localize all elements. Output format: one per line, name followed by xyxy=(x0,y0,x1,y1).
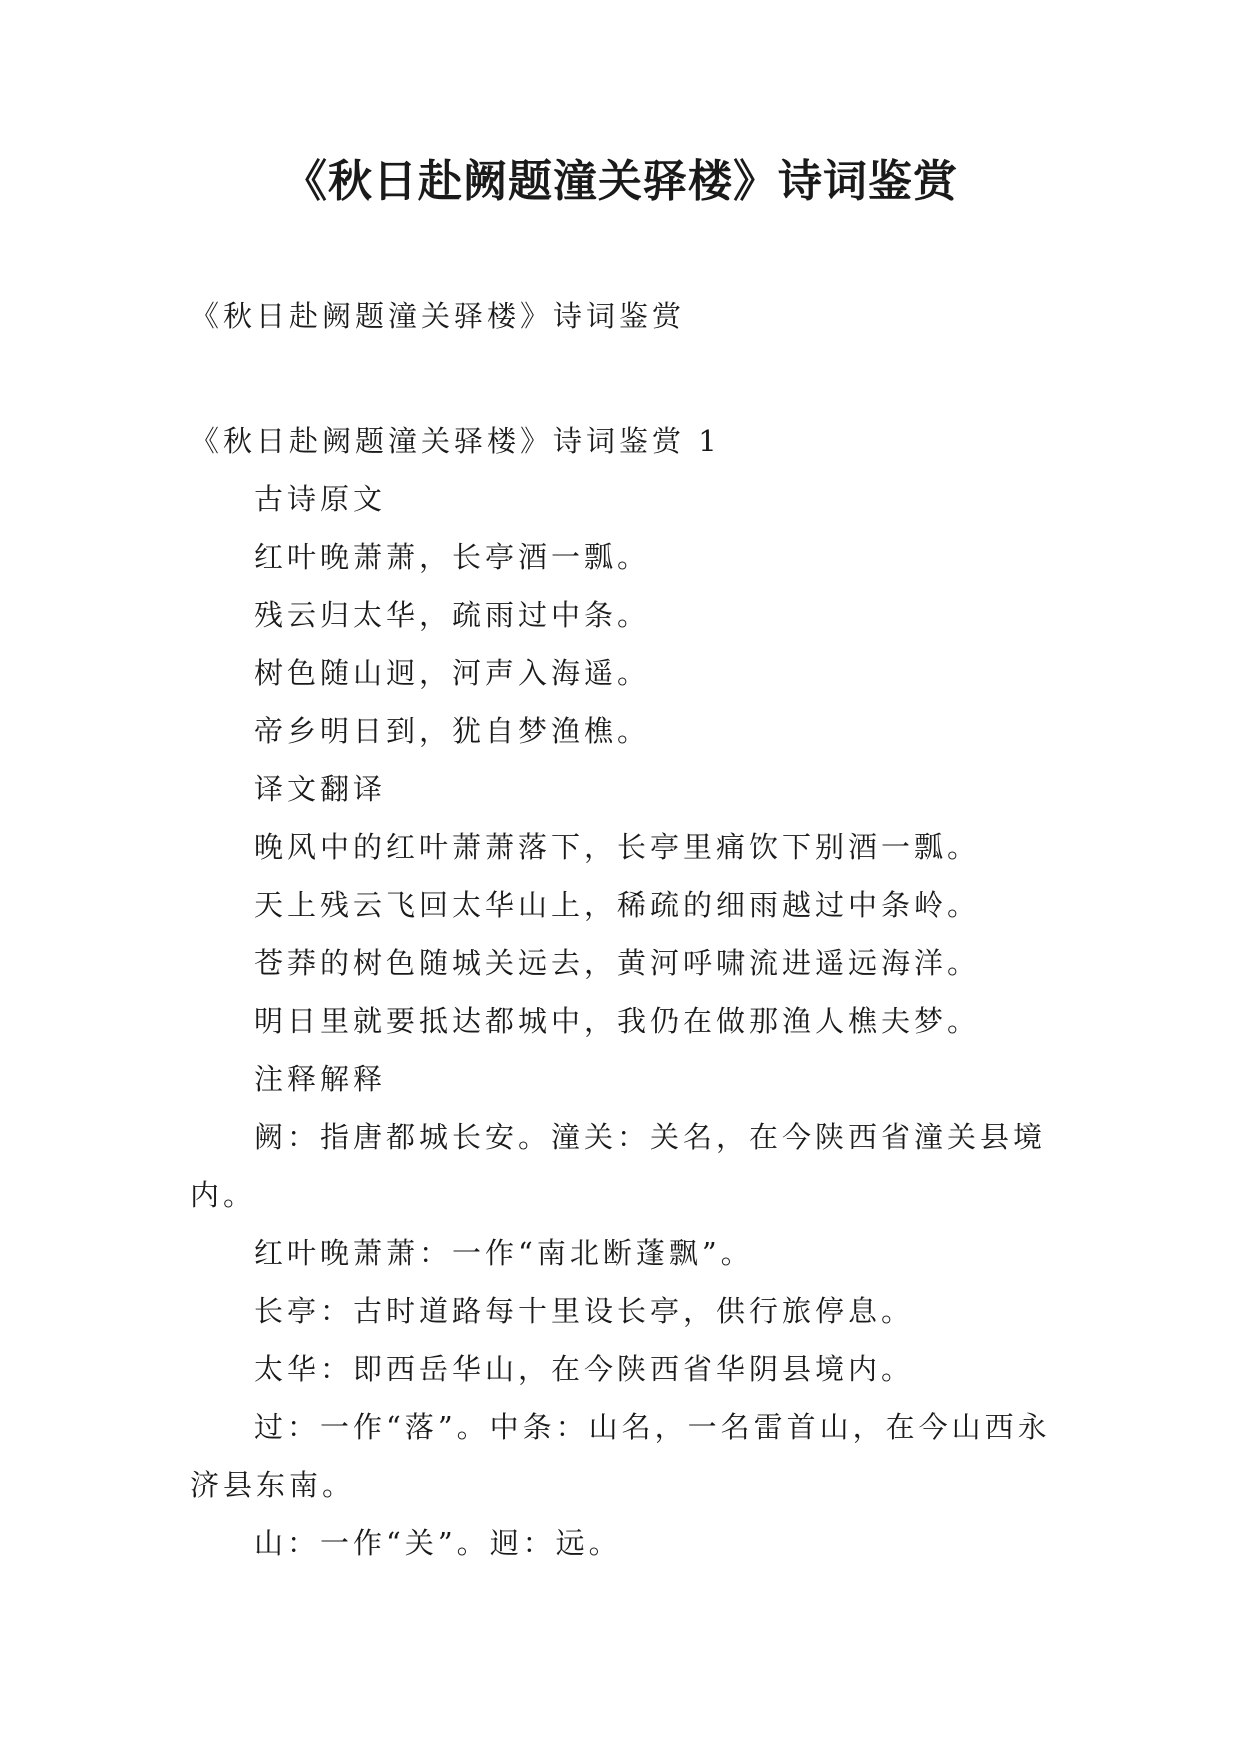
document-body xyxy=(190,412,1052,1572)
poem-line: 树色随山迥，河声入海遥。 xyxy=(254,656,651,690)
poem-line: 红叶晚萧萧，长亭酒一瓢。 xyxy=(254,540,651,574)
annotation-paragraph: 山：一作“关”。迥：远。 xyxy=(254,1526,622,1560)
translation-line: 晚风中的红叶萧萧落下，长亭里痛饮下别酒一瓢。 xyxy=(254,830,981,864)
heading-annotations: 注释解释 xyxy=(254,1062,387,1096)
annotation-paragraph: 过：一作“落”。中条：山名，一名雷首山，在今山西永济县东南。 xyxy=(190,1410,1051,1502)
annotation-paragraph: 红叶晚萧萧：一作“南北断蓬飘”。 xyxy=(254,1236,754,1270)
translation-line: 天上残云飞回太华山上，稀疏的细雨越过中条岭。 xyxy=(254,888,981,922)
page-title: 《秋日赴阙题潼关驿楼》诗词鉴赏 xyxy=(283,156,958,207)
poem-line: 帝乡明日到，犹自梦渔樵。 xyxy=(254,714,651,748)
document-subtitle: 《秋日赴阙题潼关驿楼》诗词鉴赏 xyxy=(190,299,686,333)
annotation-paragraph: 太华：即西岳华山，在今陕西省华阴县境内。 xyxy=(254,1352,915,1386)
annotation-paragraph: 长亭：古时道路每十里设长亭，供行旅停息。 xyxy=(254,1294,915,1328)
heading-original-text: 古诗原文 xyxy=(254,482,387,516)
heading-translation: 译文翻译 xyxy=(254,772,387,806)
translation-line: 苍莽的树色随城关远去，黄河呼啸流进遥远海洋。 xyxy=(254,946,981,980)
annotation-paragraph: 阙：指唐都城长安。潼关：关名，在今陕西省潼关县境内。 xyxy=(190,1120,1047,1212)
poem-line: 残云归太华，疏雨过中条。 xyxy=(254,598,651,632)
section-heading: 《秋日赴阙题潼关驿楼》诗词鉴赏 1 xyxy=(190,424,721,458)
translation-line: 明日里就要抵达都城中，我仍在做那渔人樵夫梦。 xyxy=(254,1004,981,1038)
